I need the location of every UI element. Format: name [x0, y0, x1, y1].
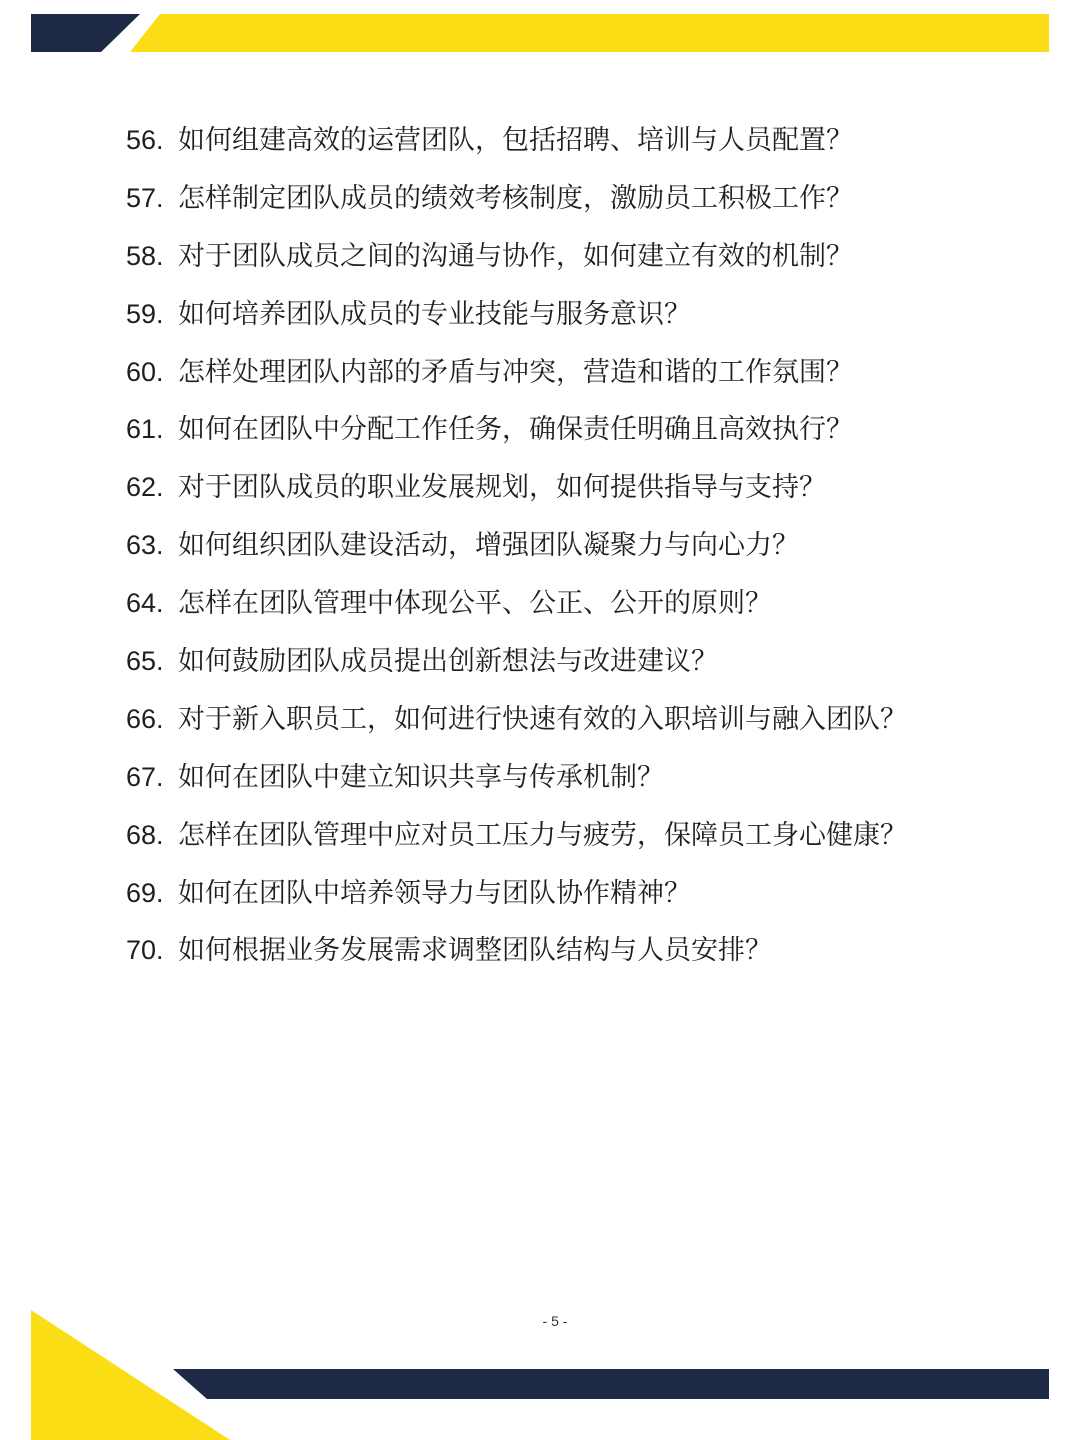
list-item [126, 112, 1026, 170]
page-number: - 5 - [542, 1313, 568, 1329]
list-item [126, 517, 1026, 575]
list-item [126, 575, 1026, 633]
question-number: 62. [126, 472, 164, 503]
question-number: 59. [126, 298, 164, 329]
list-item [126, 459, 1026, 517]
question-number: 60. [126, 356, 164, 387]
footer-navy-stripe [173, 1369, 1049, 1399]
question-number: 63. [126, 530, 164, 561]
question-text: 如何根据业务发展需求调整团队结构与人员安排？ [178, 935, 772, 967]
question-text: 对于团队成员的职业发展规划，如何提供指导与支持？ [178, 472, 826, 504]
list-item [126, 228, 1026, 286]
question-text: 怎样制定团队成员的绩效考核制度，激励员工积极工作？ [178, 182, 853, 214]
header-decoration [0, 0, 1080, 60]
list-item [126, 922, 1026, 980]
question-number: 58. [126, 240, 164, 271]
list-item [126, 633, 1026, 691]
question-number: 57. [126, 182, 164, 213]
list-item [126, 691, 1026, 749]
list-item [126, 865, 1026, 923]
question-text: 如何组织团队建设活动，增强团队凝聚力与向心力？ [178, 530, 799, 562]
list-item [126, 344, 1026, 402]
question-list [126, 112, 1026, 980]
list-item [126, 170, 1026, 228]
question-number: 66. [126, 703, 164, 734]
question-text: 对于团队成员之间的沟通与协作，如何建立有效的机制？ [178, 240, 853, 272]
question-text: 如何在团队中分配工作任务，确保责任明确且高效执行？ [178, 414, 853, 446]
question-number: 67. [126, 761, 164, 792]
question-number: 56. [126, 125, 164, 155]
question-number: 70. [126, 935, 164, 966]
question-number: 69. [126, 877, 164, 908]
question-text: 怎样在团队管理中体现公平、公正、公开的原则？ [178, 588, 772, 620]
footer-decoration [0, 1310, 1080, 1440]
question-text: 如何在团队中建立知识共享与传承机制？ [178, 761, 664, 793]
list-item [126, 749, 1026, 807]
question-text: 如何在团队中培养领导力与团队协作精神？ [178, 877, 691, 909]
list-item [126, 401, 1026, 459]
question-number: 65. [126, 646, 164, 677]
list-item [126, 286, 1026, 344]
question-text: 如何培养团队成员的专业技能与服务意识？ [178, 298, 691, 330]
list-item [126, 807, 1026, 865]
header-yellow-stripe [130, 14, 1049, 52]
question-text: 对于新入职员工，如何进行快速有效的入职培训与融入团队？ [178, 703, 907, 735]
question-number: 64. [126, 588, 164, 619]
question-text: 怎样在团队管理中应对员工压力与疲劳，保障员工身心健康？ [178, 819, 907, 851]
question-text: 如何鼓励团队成员提出创新想法与改进建议？ [178, 646, 718, 678]
question-text: 怎样处理团队内部的矛盾与冲突，营造和谐的工作氛围？ [178, 356, 853, 388]
question-number: 61. [126, 414, 164, 445]
header-navy-stripe [31, 14, 140, 52]
question-number: 68. [126, 819, 164, 850]
question-text: 如何组建高效的运营团队，包括招聘、培训与人员配置？ [178, 125, 853, 156]
